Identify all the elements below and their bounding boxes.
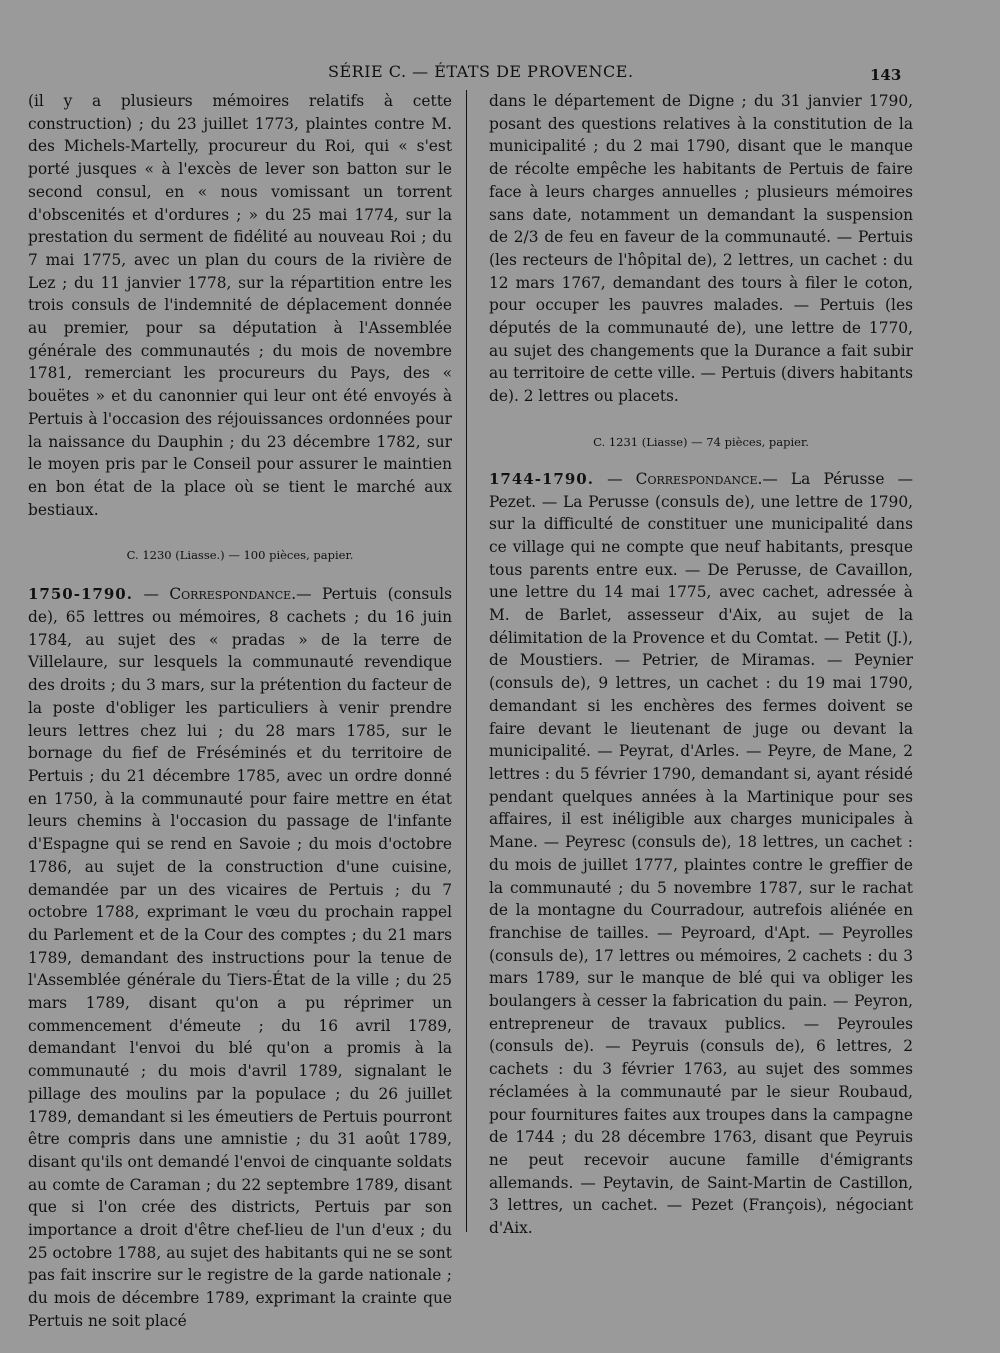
left-entry-text: — Pertuis (consuls de), 65 lettres ou mémoires, 8 cachets ; du 16 juin 1784, au sujet des « pradas » de la terre de Villelaure, sur lesquels la communauté revendique des droits ; du 3 mars, sur la prétention du facteur de la poste d'obliger les particuliers à venir prendre leurs lettres chez lui ; du 28 mars 1785, sur le bornage du fief de Fréséminés et du territoire de Pertuis ; du 21 décembre 1785, avec un ordre donné en 1750, à la communauté pour faire mettre en état leurs chemins à l'occasion du passage de l'infante d'Espagne qui se rend en Savoie ; du mois d'octobre 1786, au sujet de la construction d'une cuisine, demandée par un des vicaires de Pertuis ; du 7 octobre 1788, exprimant le vœu du prochain rappel du Parlement et de la Cour des comptes ; du 21 mars 1789, demandant des instructions pour la tenue de l'Assemblée générale du Tiers-État de la ville ; du 25 mars 1789, disant qu'on a pu réprimer un commencement d'émeute ; du 16 avril 1789, demandant l'envoi du blé qu'on a promis à la communauté ; du mois d'avril 1789, signalant le pillage des moulins par la populace ; du 26 juillet 1789, demandant si les émeutiers de Pertuis pourront être compris dans une amnistie ; du 31 août 1789, disant qu'ils ont demandé l'envoi de cinquante soldats au comte de Caraman ; du 22 septembre 1789, disant que si l'on crée des districts, Pertuis par son importance a droit d'être chef-lieu de l'un d'eux ; du 25 octobre 1788, au sujet des habitants qui ne se sont pas fait inscrire sur le registre de la garde nationale ; du mois de décembre 1789, exprimant la crainte que Pertuis ne soit placé <box>28 585 452 1330</box>
left-entry: 1750-1790. — Correspondance.— Pertuis (consuls de), 65 lettres ou mémoires, 8 cachets ; du 16 juin 1784, au sujet des « pradas » de la terre de Villelaure, sur lesquels la communauté revendique des droits ; du 3 mars, sur la prétention du facteur de la poste d'obliger les particuliers à venir prendre leurs lettres chez lui ; du 28 mars 1785, sur le bornage du fief de Fréséminés et du territoire de Pertuis ; du 21 décembre 1785, avec un ordre donné en 1750, à la communauté pour faire mettre en état leurs chemins à l'occasion du passage de l'infante d'Espagne qui se rend en Savoie ; du mois d'octobre 1786, au sujet de la construction d'une cuisine, demandée par un des vicaires de Pertuis ; du 7 octobre 1788, exprimant le vœu du prochain rappel du Parlement et de la Cour des comptes ; du 21 mars 1789, demandant des instructions pour la tenue de l'Assemblée générale du Tiers-État de la ville ; du 25 mars 1789, disant qu'on a pu réprimer un commencement d'émeute ; du 16 avril 1789, demandant l'envoi du blé qu'on a promis à la communauté ; du mois d'avril 1789, signalant le pillage des moulins par la populace ; du 26 juillet 1789, demandant si les émeutiers de Pertuis pourront être compris dans une amnistie ; du 31 août 1789, disant qu'ils ont demandé l'envoi de cinquante soldats au comte de Caraman ; du 22 septembre 1789, disant que si l'on crée des districts, Pertuis par son importance a droit d'être chef-lieu de l'un d'eux ; du 25 octobre 1788, au sujet des habitants qui ne se sont pas fait inscrire sur le registre de la garde nationale ; du mois de décembre 1789, exprimant la crainte que Pertuis ne soit placé <box>28 585 452 1330</box>
column-divider <box>466 90 467 1232</box>
right-entry-dates: 1744-1790. <box>489 469 594 488</box>
right-entry-heading: Correspondance. <box>635 469 763 488</box>
page-header <box>0 62 1000 86</box>
running-title: SÉRIE C. — ÉTATS DE PROVENCE. <box>328 62 634 81</box>
right-entry: 1744-1790. — Correspondance.— La Pérusse — Pezet. — La Perusse (consuls de), une lettre de 1790, sur la difficulté de constituer une municipalité dans ce village qui ne compte que neuf habitants, presque tous parents entre eux. — De Perusse, de Cavaillon, une lettre du 14 mai 1775, avec cachet, adressée à M. de Barlet, assesseur d'Aix, au sujet de la délimitation de la Provence et du Comtat. — Petit (J.), de Moustiers. — Petrier, de Miramas. — Peynier (consuls de), 9 lettres, un cachet : du 19 mai 1790, demandant si les enchères des fermes doivent se faire devant le lieutenant de juge ou devant la municipalité. — Peyrat, d'Arles. — Peyre, de Mane, 2 lettres : du 5 février 1790, demandant si, ayant résidé pendant quelques années à la Martinique pour ses affaires, il est inéligible aux charges municipales à Mane. — Peyresc (consuls de), 18 lettres, un cachet : du mois de juillet 1777, plaintes contre le greffier de la communauté ; du 5 novembre 1787, sur le rachat de la montagne du Courradour, autrefois aliénée en franchise de tailles. — Peyroard, d'Apt. — Peyrolles (consuls de), 17 lettres ou mémoires, 2 cachets : du 3 mars 1789, sur le manque de blé qui va obliger les boulangers à cesser la fabrication du pain. — Peyron, entrepreneur de travaux publics. — Peyroules (consuls de). — Peyruis (consuls de), 6 lettres, 2 cachets : du 3 février 1763, au sujet des sommes réclamées à la communauté par le sieur Roubaud, pour fournitures faites aux troupes dans la campagne de 1744 ; du 28 décembre 1763, disant que Peyruis ne peut recevoir aucune famille d'émigrants allemands. — Peytavin, de Saint-Martin de Castillon, 3 lettres, un cachet. — Pezet (François), négociant d'Aix. <box>489 469 913 1238</box>
left-paragraph-continued: (il y a plusieurs mémoires relatifs à cette construction) ; du 23 juillet 1773, plaintes contre M. des Michels-Martelly, procureur du Roi, qui « s'est porté jusques « à l'excès de lever son batton sur le second consul, en « nous vomissant un torrent d'obscenités et d'ordures ; » du 25 mai 1774, sur la prestation du serment de fidélité au nouveau Roi ; du 7 mai 1775, avec un plan du cours de la rivière de Lez ; du 11 janvier 1778, sur la répartition entre les trois consuls de l'indemnité de déplacement donnée au premier, pour sa députation à l'Assemblée générale des communautés ; du mois de novembre 1781, remerciant les procureurs du Pays, des « bouëtes » et du canonnier qui leur ont été envoyés à Pertuis à l'occasion des réjouissances ordonnées pour la naissance du Dauphin ; du 23 décembre 1782, sur le moyen pris par le Conseil pour assurer le maintien en bon état de la place où se tient le marché aux bestiaux. <box>28 92 452 519</box>
page-number: 143 <box>870 66 902 84</box>
right-entry-text: — La Pérusse — Pezet. — La Perusse (consuls de), une lettre de 1790, sur la difficulté de constituer une municipalité dans ce village qui ne compte que neuf habitants, presque tous parents entre eux. — De Perusse, de Cavaillon, une lettre du 14 mai 1775, avec cachet, adressée à M. de Barlet, assesseur d'Aix, au sujet de la délimitation de la Provence et du Comtat. — Petit (J.), de Moustiers. — Petrier, de Miramas. — Peynier (consuls de), 9 lettres, un cachet : du 19 mai 1790, demandant si les enchères des fermes doivent se faire devant le lieutenant de juge ou devant la municipalité. — Peyrat, d'Arles. — Peyre, de Mane, 2 lettres : du 5 février 1790, demandant si, ayant résidé pendant quelques années à la Martinique pour ses affaires, il est inéligible aux charges municipales à Mane. — Peyresc (consuls de), 18 lettres, un cachet : du mois de juillet 1777, plaintes contre le greffier de la communauté ; du 5 novembre 1787, sur le rachat de la montagne du Courradour, autrefois aliénée en franchise de tailles. — Peyroard, d'Apt. — Peyrolles (consuls de), 17 lettres ou mémoires, 2 cachets : du 3 mars 1789, sur le manque de blé qui va obliger les boulangers à cesser la fabrication du pain. — Peyron, entrepreneur de travaux publics. — Peyroules (consuls de). — Peyruis (consuls de), 6 lettres, 2 cachets : du 3 février 1763, au sujet des sommes réclamées à la communauté par le sieur Roubaud, pour fournitures faites aux troupes dans la campagne de 1744 ; du 28 décembre 1763, disant que Peyruis ne peut recevoir aucune famille d'émigrants allemands. — Peytavin, de Saint-Martin de Castillon, 3 lettres, un cachet. — Pezet (François), négociant d'Aix. <box>489 469 913 1238</box>
left-entry-dates: 1750-1790. <box>28 585 133 604</box>
left-entry-heading: Correspondance. <box>169 585 297 604</box>
left-column <box>28 90 452 1333</box>
right-column <box>489 90 913 1240</box>
left-archive-reference: C. 1230 (Liasse.) — 100 pièces, papier. <box>126 548 354 563</box>
right-paragraph-continued: dans le département de Digne ; du 31 janvier 1790, posant des questions relatives à la constitution de la municipalité ; du 2 mai 1790, disant que le manque de récolte empêche les habitants de Pertuis de faire face à leurs charges annuelles ; plusieurs mémoires sans date, notamment un demandant la suspension de 2/3 de feu en faveur de la communauté. — Pertuis (les recteurs de l'hôpital de), 2 lettres, un cachet : du 12 mars 1767, demandant des tours à filer le coton, pour occuper les pauvres malades. — Pertuis (les députés de la communauté de), une lettre de 1770, au sujet des changements que la Durance a fait subir au territoire de cette ville. — Pertuis (divers habitants de). 2 lettres ou placets. <box>489 92 913 406</box>
right-archive-reference: C. 1231 (Liasse) — 74 pièces, papier. <box>593 434 809 449</box>
